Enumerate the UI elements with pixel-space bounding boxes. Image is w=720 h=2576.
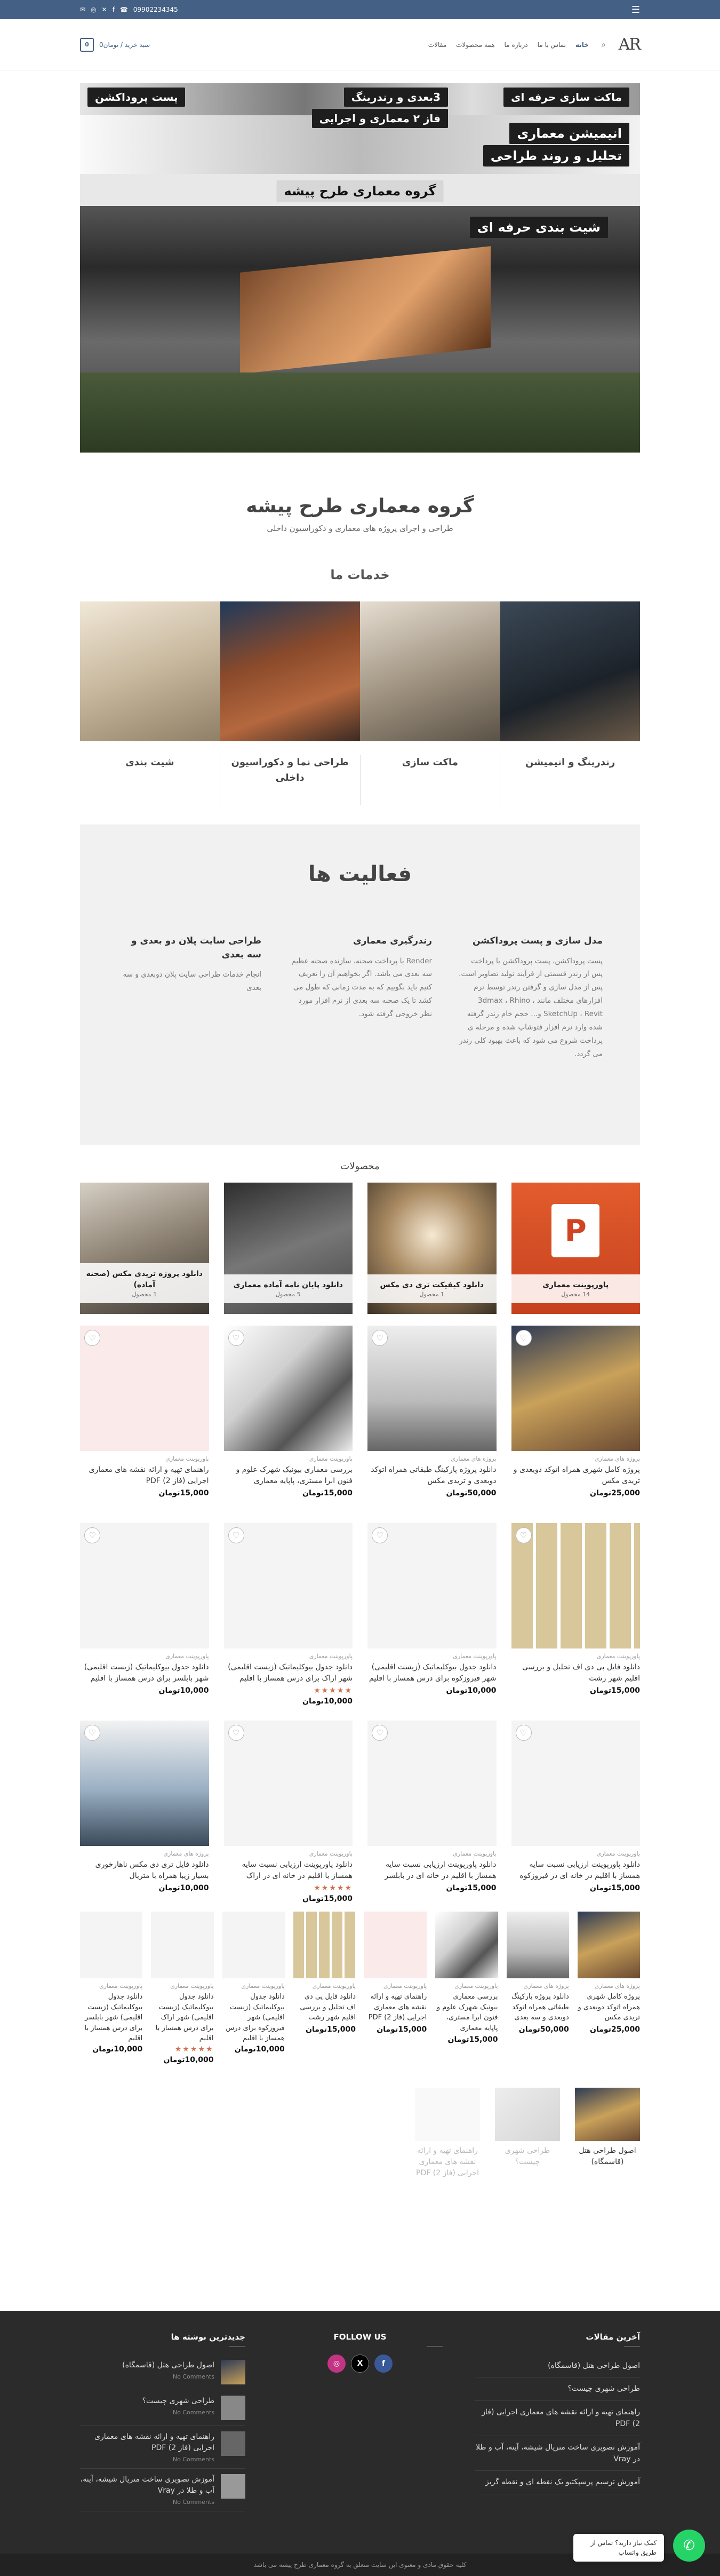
post-comments: No Comments [172,2499,214,2506]
service-image[interactable] [500,601,641,741]
footer-article-link[interactable]: اصول طراحی هتل (قاسمگاه) [475,2355,640,2377]
product-card[interactable] [80,1523,209,1709]
blog-title[interactable]: اصول طراحی هتل (قاسمگاه) [579,2146,636,2166]
rating-stars: ★★★★★ [314,1884,353,1892]
hero-tag: انیمیشن معماری [509,123,629,144]
email-icon[interactable]: ✉ [80,6,86,13]
product-card[interactable] [435,1912,498,2082]
product-row [80,1709,640,1906]
hero-banner [80,83,640,453]
service-labels [80,741,640,805]
product-price: 15,000تومان [590,1686,640,1695]
product-image[interactable] [507,1912,569,1978]
blog-card[interactable] [415,2088,480,2221]
product-image[interactable] [367,1326,497,1451]
search-icon[interactable]: ⌕ [601,40,606,49]
powerpoint-icon: P [551,1204,599,1257]
product-row [80,1511,640,1709]
product-image[interactable] [151,1912,213,1978]
product-image[interactable] [435,1912,498,1978]
service-card[interactable] [220,601,361,741]
product-price: 15,000تومان [446,1884,497,1892]
hero-tag: شیت بندی حرفه ای [470,217,608,238]
x-icon[interactable]: X [351,2355,369,2373]
product-image[interactable] [222,1912,285,1978]
product-name[interactable]: راهنمای تهیه و ارائه نقشه های معماری اجرایی (فاز 2) PDF [368,1993,427,2022]
product-category[interactable]: پاورپوینت معماری [165,1653,209,1660]
hero-tag: 3بعدی و رندرینگ [344,88,448,107]
product-image[interactable] [224,1721,353,1846]
product-name[interactable]: دانلود جدول بیوکلیماتیک (زیست اقلیمی) شهر اراک برای درس همساز با اقلیم [155,1993,214,2042]
product-card[interactable] [367,1523,497,1709]
instagram-icon[interactable]: ◎ [327,2355,346,2373]
activity-title: رندرگیری معماری [353,936,432,946]
product-image[interactable] [80,1326,209,1451]
post-title[interactable]: طراحی شهری چیست؟ [142,2397,214,2405]
product-card[interactable] [80,1721,209,1906]
twitter-icon[interactable]: ✕ [101,6,107,13]
service-card[interactable] [500,601,641,741]
product-row [80,1314,640,1511]
activity-item [117,934,261,1061]
product-price: 50,000تومان [518,2025,569,2034]
footer-article-link[interactable]: آموزش ترسیم پرسپکتیو یک نقطه ای و نقطه گریز [475,2471,640,2494]
product-card[interactable] [578,1912,640,2082]
page-title: گروه معماری طرح پیشه [246,495,474,517]
footer-article-link[interactable]: راهنمای تهیه و ارائه نقشه های معماری اجرایی (فاز 2) PDF [475,2401,640,2436]
product-name[interactable]: دانلود فایل بی دی اف تحلیل و بررسی اقلیم شهر رشت [522,1663,640,1683]
activity-text: Render یا پرداخت صحنه، سازنده صحنه عظیم سه بعدی می باشد. اگر بخواهیم آن را تعریف کنیم باید بگوییم که به مدت زمانی که طول می کشد تا یک صحنه سه بعدی از نرم افزار مورد نظر خروجی گرفته شود. [291,956,432,1019]
wishlist-heart-icon[interactable]: ♡ [516,1725,532,1741]
service-label[interactable]: ماکت سازی [361,755,501,805]
product-price: 15,000تومان [306,2025,356,2034]
footer-post[interactable] [80,2426,245,2469]
activities-section [80,825,640,1145]
hero-tag: پست پروداکشن [87,88,185,107]
service-label[interactable]: رندرینگ و انیمیشن [525,757,615,768]
product-category[interactable]: پاورپوینت معماری [596,1850,640,1857]
hero-tag: ماکت سازی حرفه ای [503,88,629,107]
hero-tag: فاز ۲ معماری و اجرایی [312,109,448,128]
product-category[interactable]: پاورپوینت معماری [165,1455,209,1462]
product-price: 10,000تومان [234,2045,285,2054]
activity-title: مدل سازی و پست پروداکشن [472,936,603,946]
product-category[interactable]: پروژه های معماری [163,1850,209,1857]
footer-post[interactable] [80,2469,245,2511]
product-card[interactable] [511,1721,641,1906]
post-title[interactable]: اصول طراحی هتل (قاسمگاه) [122,2361,214,2369]
wishlist-heart-icon[interactable]: ♡ [228,1330,244,1346]
wishlist-heart-icon[interactable]: ♡ [516,1330,532,1346]
activity-text: انجام خدمات طراحی سایت پلان دوبعدی و سه بعدی [123,970,261,992]
site-logo[interactable]: AR [618,35,640,54]
intro-section [0,495,720,533]
hero-tag: تحلیل و روند طراحی [483,145,629,167]
blog-image[interactable] [415,2088,480,2141]
hamburger-icon[interactable]: ☰ [631,4,640,15]
product-card[interactable] [293,1912,356,2082]
product-card[interactable] [367,1326,497,1511]
nav-contact[interactable]: تماس با ما [537,41,566,49]
product-price: 10,000تومان [163,2056,214,2064]
post-thumbnail[interactable] [221,2396,245,2420]
product-image[interactable] [224,1326,353,1451]
product-image[interactable] [80,1523,209,1648]
post-title[interactable]: راهنمای تهیه و ارائه نقشه های معماری اجرایی (فاز 2) PDF [94,2432,214,2452]
product-name[interactable]: دانلود پاورپوینت ارزیابی نسبت سایه همساز با اقلیم در خانه ای در اراک [242,1860,353,1880]
product-name[interactable]: پروژه کامل شهری همراه اتوکد دوبعدی و تریدی مکس [578,1993,640,2022]
blog-title[interactable]: طراحی شهری چیست؟ [505,2146,550,2166]
whatsapp-chat-bubble[interactable]: کمک نیاز دارید؟ تماس از طریق واتساپ [573,2534,664,2562]
wishlist-heart-icon[interactable]: ♡ [84,1527,100,1543]
product-name[interactable]: بررسی معماری بیونیک شهرک علوم و فنون ابرا مستری، پاپایه معماری [436,1993,498,2032]
post-comments: No Comments [172,2456,214,2463]
blog-card[interactable] [495,2088,560,2221]
product-price: 25,000تومان [590,1489,640,1497]
category-title[interactable]: پاورپوینت معماری [542,1281,609,1289]
product-name[interactable]: دانلود جدول بیوکلیماتیک (زیست اقلیمی) شهر اراک برای درس همساز با اقلیم [228,1663,353,1683]
product-card[interactable] [224,1721,353,1906]
footer-latest-articles [475,2332,640,2511]
phone-icon: ☎ [119,6,128,13]
footer-newest-posts [80,2332,245,2511]
product-image[interactable] [511,1523,641,1648]
footer-post[interactable] [80,2390,245,2426]
category-count: 5 محصول [275,1291,301,1298]
product-image[interactable] [511,1326,641,1451]
footer-heading: FOLLOW US [277,2332,443,2347]
product-category[interactable]: پاورپوینت معماری [596,1653,640,1660]
product-image[interactable] [80,1721,209,1846]
product-price: 10,000تومان [92,2045,143,2054]
services-title: خدمات ما [330,567,390,582]
product-card[interactable] [80,1326,209,1511]
product-name[interactable]: دانلود جدول بیوکلیماتیک (زیست اقلیمی) شهر بابلسر برای درس همساز با اقلیم [84,1993,143,2042]
category-count: 14 محصول [561,1291,590,1298]
product-name[interactable]: دانلود جدول بیوکلیماتیک (زیست اقلیمی) شهر فیروزکوه برای درس همساز با اقلیم [226,1993,285,2042]
product-name[interactable]: دانلود جدول بیوکلیماتیک (زیست اقلیمی) شهر فیروزکوه برای درس همساز با اقلیم [369,1663,497,1683]
category-title[interactable]: دانلود پروژه تریدی مکس (صحنه آماده) [86,1270,203,1289]
rating-stars: ★★★★★ [314,1686,353,1695]
service-card[interactable] [360,601,500,741]
product-category[interactable]: پاورپوینت معماری [241,1983,285,1990]
blog-row [80,2088,640,2221]
product-category[interactable]: پاورپوینت معماری [170,1983,214,1990]
activities-title: فعالیت ها [308,862,412,886]
product-image[interactable] [578,1912,640,1978]
product-card[interactable] [367,1721,497,1906]
blog-image[interactable] [495,2088,560,2141]
page-subtitle: طراحی و اجرای پروژه های معماری و دکوراسیون داخلی [267,524,453,533]
products-title: محصولات [340,1161,380,1172]
footer-follow [277,2332,443,2511]
product-image[interactable] [364,1912,427,1978]
product-image[interactable] [367,1721,497,1846]
product-card[interactable] [364,1912,427,2082]
product-card[interactable] [222,1912,285,2082]
service-label[interactable]: طراحی نما و دکوراسیون داخلی [220,755,361,805]
main-nav [428,41,589,49]
post-thumbnail[interactable] [221,2431,245,2456]
product-card[interactable] [511,1326,641,1511]
product-category[interactable]: پاورپوینت معماری [309,1653,353,1660]
activity-title: طراحی سایت پلان دو بعدی و سه بعدی [131,936,261,960]
product-category[interactable]: پاورپوینت معماری [312,1983,356,1990]
instagram-icon[interactable]: ◎ [91,6,97,13]
category-count: 1 محصول [419,1291,445,1298]
contact-strip [80,6,178,13]
product-name[interactable]: پروژه کامل شهری همراه اتوکد دوبعدی و تریدی مکس [513,1465,640,1485]
footer-post[interactable] [80,2355,245,2390]
category-card[interactable] [367,1183,497,1314]
blog-image[interactable] [575,2088,640,2141]
product-price: 15,000تومان [447,2035,498,2044]
post-thumbnail[interactable] [221,2360,245,2384]
product-price: 15,000تومان [158,1489,209,1497]
activity-item [459,934,603,1061]
product-category[interactable]: پاورپوینت معماری [99,1983,143,1990]
hero-landscape-image [80,372,640,453]
category-card[interactable] [511,1183,641,1314]
wishlist-heart-icon[interactable]: ♡ [372,1725,388,1741]
product-image[interactable] [224,1523,353,1648]
service-image[interactable] [360,601,500,741]
footer-heading: جدیدترین نوشته ها [80,2332,245,2347]
wishlist-heart-icon[interactable]: ♡ [84,1725,100,1741]
services-gallery [80,601,640,741]
product-category[interactable]: پروژه های معماری [594,1455,640,1462]
product-price: 10,000تومان [158,1686,209,1695]
nav-all-products[interactable]: همه محصولات [456,41,495,49]
product-category[interactable]: پاورپوینت معماری [454,1983,498,1990]
service-card[interactable] [80,601,220,741]
product-card[interactable] [511,1523,641,1709]
activity-text: پست پروداکشن، پست پروداکشن یا پرداخت پس از رندر قسمتی از فرآیند تولید تصاویر است. پس از مدل سازی و گرفتن رندر توسط نرم افزارهای مختلف مانند 3dmax ، Rhino ، SketchUp ، Revit و... حجم خام رندر گرفته شده وارد نرم افزار فتوشاپ شده و مرحله ی پرداخت شروع می شود که باعث بهبود کلی رندر می گردد. [459,956,603,1059]
product-name[interactable]: دانلود فایل پی دی اف تحلیل و بررسی اقلیم شهر رشت [300,1993,356,2022]
wishlist-heart-icon[interactable]: ♡ [516,1527,532,1543]
product-card[interactable] [224,1523,353,1709]
whatsapp-icon[interactable]: ✆ [673,2530,705,2562]
category-count: 1 محصول [132,1291,157,1298]
product-category[interactable]: پروژه های معماری [594,1983,640,1990]
product-category[interactable]: پروژه های معماری [523,1983,569,1990]
product-price: 10,000تومان [446,1686,497,1695]
product-image[interactable] [80,1912,142,1978]
footer-article-link[interactable]: طراحی شهری چیست؟ [475,2377,640,2400]
product-name[interactable]: دانلود جدول بیوکلیماتیک (زیست اقلیمی) شهر بابلسر برای درس همساز با اقلیم [84,1663,209,1683]
product-name[interactable]: بررسی معماری بیونیک شهرک علوم و فنون ابرا مستری، پاپایه معماری [236,1465,353,1485]
post-comments: No Comments [172,2373,214,2380]
post-comments: No Comments [172,2409,214,2416]
product-card[interactable] [151,1912,213,2082]
product-price: 25,000تومان [590,2025,640,2034]
product-image[interactable] [293,1912,356,1978]
product-category[interactable]: پاورپوینت معماری [309,1455,353,1462]
rating-stars: ★★★★★ [174,2045,214,2054]
product-image[interactable] [511,1721,641,1846]
product-price: 15,000تومان [377,2025,427,2034]
product-price: 15,000تومان [590,1884,640,1892]
product-name[interactable]: دانلود پاورپوینت ارزیابی نسبت سایه همساز با اقلیم در خانه ای در بابلسر [385,1860,497,1880]
product-category[interactable]: پاورپوینت معماری [453,1653,497,1660]
cart-count-badge[interactable]: 0 [80,38,94,52]
wishlist-heart-icon[interactable]: ♡ [84,1330,100,1346]
post-thumbnail[interactable] [221,2474,245,2499]
site-footer [0,2311,720,2554]
product-card[interactable] [224,1326,353,1511]
nav-about[interactable]: درباره ما [504,41,528,49]
product-row [80,1906,640,2082]
service-image[interactable] [80,601,220,741]
site-header [0,19,720,70]
category-title[interactable]: دانلود کیفیکت تری دی مکس [380,1281,484,1289]
cart-link[interactable] [80,38,150,52]
service-image[interactable] [220,601,361,741]
wishlist-heart-icon[interactable]: ♡ [372,1527,388,1543]
footer-heading: آخرین مقالات [475,2332,640,2347]
blog-title[interactable]: راهنمای تهیه و ارائه نقشه های معماری اجرایی (فاز 2) PDF [416,2146,479,2177]
product-category[interactable]: پاورپوینت معماری [383,1983,427,1990]
service-label[interactable]: شیت بندی [80,755,220,805]
menu-button[interactable] [631,4,640,15]
product-card[interactable] [507,1912,569,2082]
category-row [80,1183,640,1314]
product-category[interactable]: پروژه های معماری [451,1455,497,1462]
category-card[interactable] [80,1183,209,1314]
phone-number[interactable]: 09902234345 [133,6,178,13]
product-price: 15,000تومان [302,1895,353,1903]
product-name[interactable]: راهنمای تهیه و ارائه نقشه های معماری اجرایی (فاز 2) PDF [89,1465,209,1485]
product-card[interactable] [80,1912,142,2082]
cart-label[interactable]: سبد خرید / تومان0 [99,41,150,49]
post-title[interactable]: آموزش تصویری ساخت متریال شیشه، آینه، آب و طلا در Vray [80,2475,214,2495]
product-name[interactable]: دانلود پاورپوینت ارزیابی نسبت سایه همساز با اقلیم در خانه ای در فیروزکوه [519,1860,640,1880]
product-name[interactable]: دانلود فایل تری دی مکس ناهارخوری بسیار زیبا همراه با متریال [95,1860,209,1880]
product-price: 50,000تومان [446,1489,497,1497]
wishlist-heart-icon[interactable]: ♡ [228,1725,244,1741]
nav-articles[interactable]: مقالات [428,41,447,49]
activity-item [288,934,432,1061]
facebook-icon[interactable]: f [374,2355,393,2373]
wishlist-heart-icon[interactable]: ♡ [372,1330,388,1346]
product-price: 15,000تومان [302,1489,353,1497]
product-name[interactable]: دانلود پروژه پارکینگ طبقاتی همراه اتوکد دوبعدی و سه بعدی [511,1993,569,2022]
nav-home[interactable]: خانه [575,41,589,49]
facebook-icon[interactable]: f [112,6,115,13]
product-category[interactable]: پاورپوینت معماری [309,1850,353,1857]
product-price: 10,000تومان [158,1884,209,1892]
category-title[interactable]: دانلود پایان نامه آماده معماری [233,1281,343,1289]
hero-tag: گروه معماری طرح پیشه [277,180,444,202]
category-card[interactable] [224,1183,353,1314]
copyright-text: کلیه حقوق مادی و معنوی این سایت متعلق به گروه معماری طرح پیشه می باشد [253,2561,467,2569]
product-name[interactable]: دانلود پروژه پارکینگ طبقاتی همراه اتوکد دوبعدی و تریدی مکس [371,1465,497,1485]
top-bar [0,0,720,19]
footer-article-link[interactable]: آموزش تصویری ساخت متریال شیشه، آینه، آب و طلا در Vray [475,2436,640,2471]
wishlist-heart-icon[interactable]: ♡ [228,1527,244,1543]
product-category[interactable]: پاورپوینت معماری [453,1850,497,1857]
blog-card[interactable] [575,2088,640,2221]
product-price: 10,000تومان [302,1697,353,1706]
product-image[interactable] [367,1523,497,1648]
